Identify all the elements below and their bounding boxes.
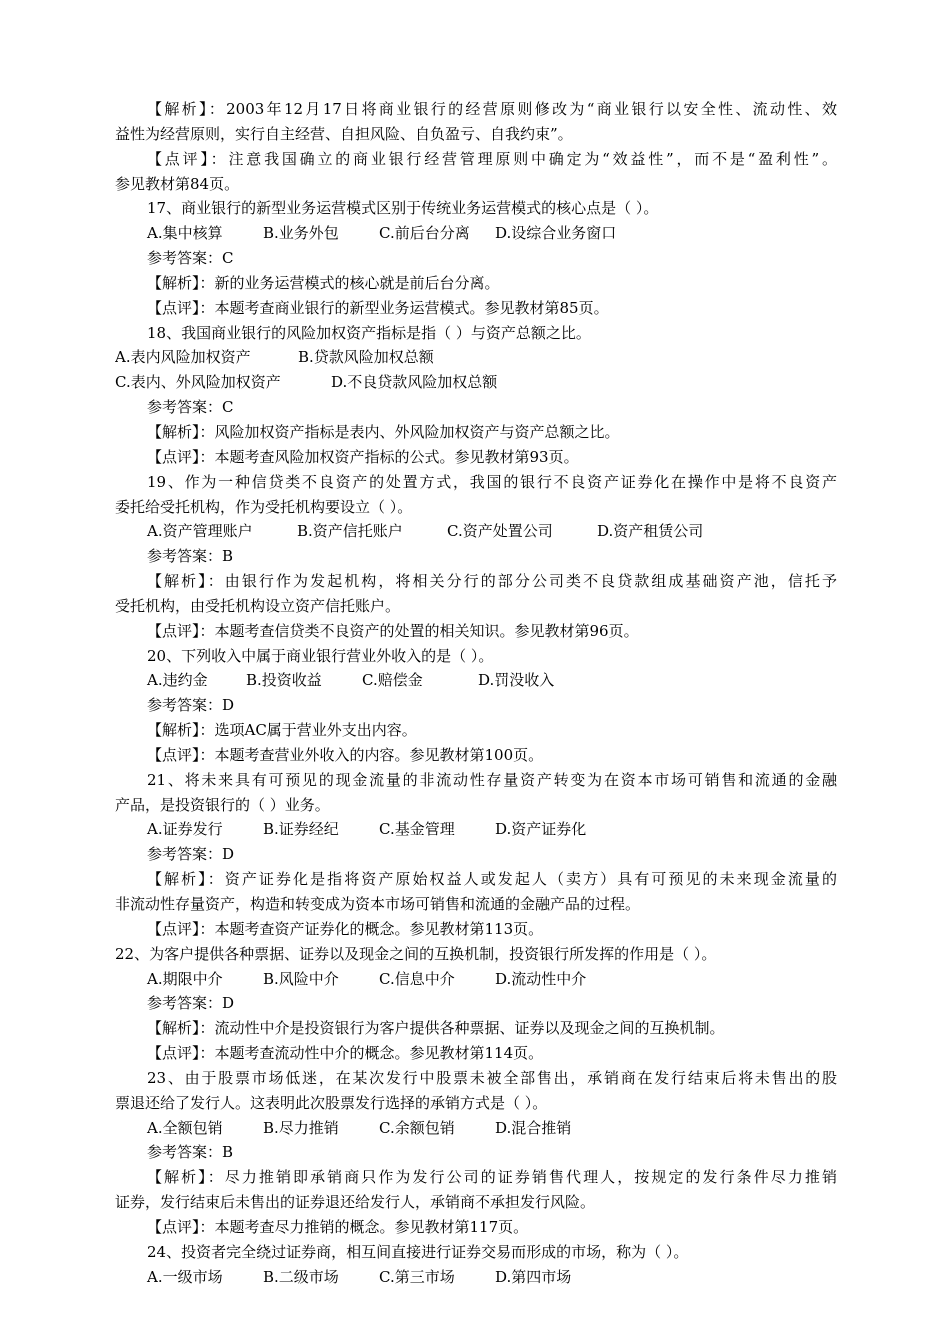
option-d: D.混合推销 — [495, 1118, 572, 1137]
comment-22: 【点评】：本题考查流动性中介的概念。参见教材第114页。 — [147, 1044, 544, 1063]
options-18-cd — [115, 370, 837, 395]
analysis-17: 【解析】：新的业务运营模式的核心就是前后台分离。 — [147, 273, 500, 292]
question-19-line-1: 19、作为一种信贷类不良资产的处置方式，我国的银行不良资产证券化在操作中是将不良资产 — [147, 472, 837, 491]
answer-20: 参考答案：D — [147, 696, 235, 715]
option-c: C.资产处置公司 — [447, 522, 553, 541]
option-d: D.资产证券化 — [495, 820, 587, 839]
answer-17: 参考答案：C — [147, 249, 234, 268]
option-b: B.资产信托账户 — [297, 522, 403, 541]
option-c: C.表内、外风险加权资产 — [115, 373, 281, 392]
comment-16-line-2: 参见教材第84页。 — [115, 174, 240, 193]
option-b: B.二级市场 — [263, 1267, 339, 1286]
question-20: 20、下列收入中属于商业银行营业外收入的是（ ）。 — [147, 646, 494, 665]
option-a: A.证券发行 — [147, 820, 223, 839]
options-22 — [115, 967, 837, 992]
option-b: B.证券经纪 — [263, 820, 339, 839]
analysis-21-line-2: 非流动性存量资产，构造和转变成为资本市场可销售和流通的金融产品的过程。 — [115, 895, 641, 913]
option-c: C.基金管理 — [379, 820, 455, 839]
options-20 — [115, 668, 837, 693]
question-23-line-1: 23、由于股票市场低迷，在某次发行中股票未被全部售出，承销商在发行结束后将未售出的股 — [147, 1068, 837, 1087]
comment-20: 【点评】：本题考查营业外收入的内容。参见教材第100页。 — [147, 745, 544, 764]
analysis-21-line-1: 【解析】：资产证券化是指将资产原始权益人或发起人（卖方）具有可预见的未来现金流量的 — [147, 870, 837, 889]
option-a: A.资产管理账户 — [147, 522, 253, 541]
option-d: D.流动性中介 — [495, 969, 587, 988]
option-a: A.违约金 — [147, 671, 208, 690]
options-18-ab — [115, 345, 837, 370]
analysis-16-line-1: 【解析】：2003年12月17日将商业银行的经营原则修改为“商业银行以安全性、流动性、效 — [147, 100, 837, 118]
analysis-16-line-2: 益性为经营原则，实行自主经营、自担风险、自负盈亏、自我约束”。 — [115, 124, 573, 143]
option-c: C.前后台分离 — [379, 224, 470, 243]
question-23-line-2: 票退还给了发行人。这表明此次股票发行选择的承销方式是（ ）。 — [115, 1093, 548, 1112]
option-d: D.资产租赁公司 — [597, 522, 704, 541]
question-18: 18、我国商业银行的风险加权资产指标是指（ ）与资产总额之比。 — [147, 323, 591, 342]
option-b: B.贷款风险加权总额 — [298, 348, 434, 367]
option-a: A.期限中介 — [147, 969, 223, 988]
option-a: A.表内风险加权资产 — [115, 348, 251, 367]
option-c: C.信息中介 — [379, 969, 455, 988]
analysis-22: 【解析】：流动性中介是投资银行为客户提供各种票据、证券以及现金之间的互换机制。 — [147, 1019, 725, 1038]
analysis-20: 【解析】：选项AC属于营业外支出内容。 — [147, 721, 417, 740]
comment-19: 【点评】：本题考查信贷类不良资产的处置的相关知识。参见教材第96页。 — [147, 621, 639, 640]
options-23 — [115, 1116, 837, 1141]
comment-21: 【点评】：本题考查资产证券化的概念。参见教材第113页。 — [147, 919, 544, 938]
option-b: B.投资收益 — [246, 671, 322, 690]
answer-18: 参考答案：C — [147, 398, 234, 417]
question-21-line-2: 产品，是投资银行的（ ）业务。 — [115, 795, 330, 814]
options-24 — [115, 1265, 837, 1290]
comment-23: 【点评】：本题考查尽力推销的概念。参见教材第117页。 — [147, 1217, 529, 1236]
question-21-line-1: 21、将未来具有可预见的现金流量的非流动性存量资产转变为在资本市场可销售和流通的金融 — [147, 770, 837, 789]
analysis-19-line-2: 受托机构，由受托机构设立资产信托账户。 — [115, 596, 401, 615]
option-d: D.罚没收入 — [478, 671, 555, 690]
option-c: C.赔偿金 — [362, 671, 423, 690]
option-d: D.设综合业务窗口 — [495, 224, 617, 243]
analysis-19-line-1: 【解析】：由银行作为发起机构，将相关分行的部分公司类不良贷款组成基础资产池，信托予 — [147, 572, 837, 591]
option-b: B.业务外包 — [263, 224, 339, 243]
analysis-23-line-1: 【解析】：尽力推销即承销商只作为发行公司的证券销售代理人，按规定的发行条件尽力推销 — [147, 1168, 837, 1187]
answer-23: 参考答案：B — [147, 1143, 234, 1162]
comment-16-line-1: 【点评】：注意我国确立的商业银行经营管理原则中确定为“效益性”，而不是“盈利性”。 — [147, 149, 837, 168]
answer-22: 参考答案：D — [147, 994, 235, 1013]
option-b: B.尽力推销 — [263, 1118, 339, 1137]
option-a: A.全额包销 — [147, 1118, 223, 1137]
option-d: D.第四市场 — [495, 1267, 572, 1286]
answer-19: 参考答案：B — [147, 547, 234, 566]
options-19 — [115, 519, 837, 544]
document-body — [115, 97, 837, 1290]
option-b: B.风险中介 — [263, 969, 339, 988]
options-21 — [115, 817, 837, 842]
option-c: C.余额包销 — [379, 1118, 455, 1137]
analysis-18: 【解析】：风险加权资产指标是表内、外风险加权资产与资产总额之比。 — [147, 422, 620, 441]
comment-18: 【点评】：本题考查风险加权资产指标的公式。参见教材第93页。 — [147, 447, 579, 466]
option-a: A.集中核算 — [147, 224, 223, 243]
question-17: 17、商业银行的新型业务运营模式区别于传统业务运营模式的核心点是（ ）。 — [147, 199, 659, 218]
option-d: D.不良贷款风险加权总额 — [331, 373, 498, 392]
question-19-line-2: 委托给受托机构，作为受托机构要设立（ ）。 — [115, 497, 413, 516]
question-24: 24、投资者完全绕过证券商，相互间直接进行证券交易而形成的市场，称为（ ）。 — [147, 1242, 689, 1261]
options-17 — [115, 221, 837, 246]
option-a: A.一级市场 — [147, 1267, 223, 1286]
question-22: 22、为客户提供各种票据、证券以及现金之间的互换机制，投资银行所发挥的作用是（ ）。 — [115, 944, 717, 963]
option-c: C.第三市场 — [379, 1267, 455, 1286]
comment-17: 【点评】：本题考查商业银行的新型业务运营模式。参见教材第85页。 — [147, 298, 609, 317]
analysis-23-line-2: 证券，发行结束后未售出的证券退还给发行人，承销商不承担发行风险。 — [115, 1193, 596, 1212]
answer-21: 参考答案：D — [147, 845, 235, 864]
